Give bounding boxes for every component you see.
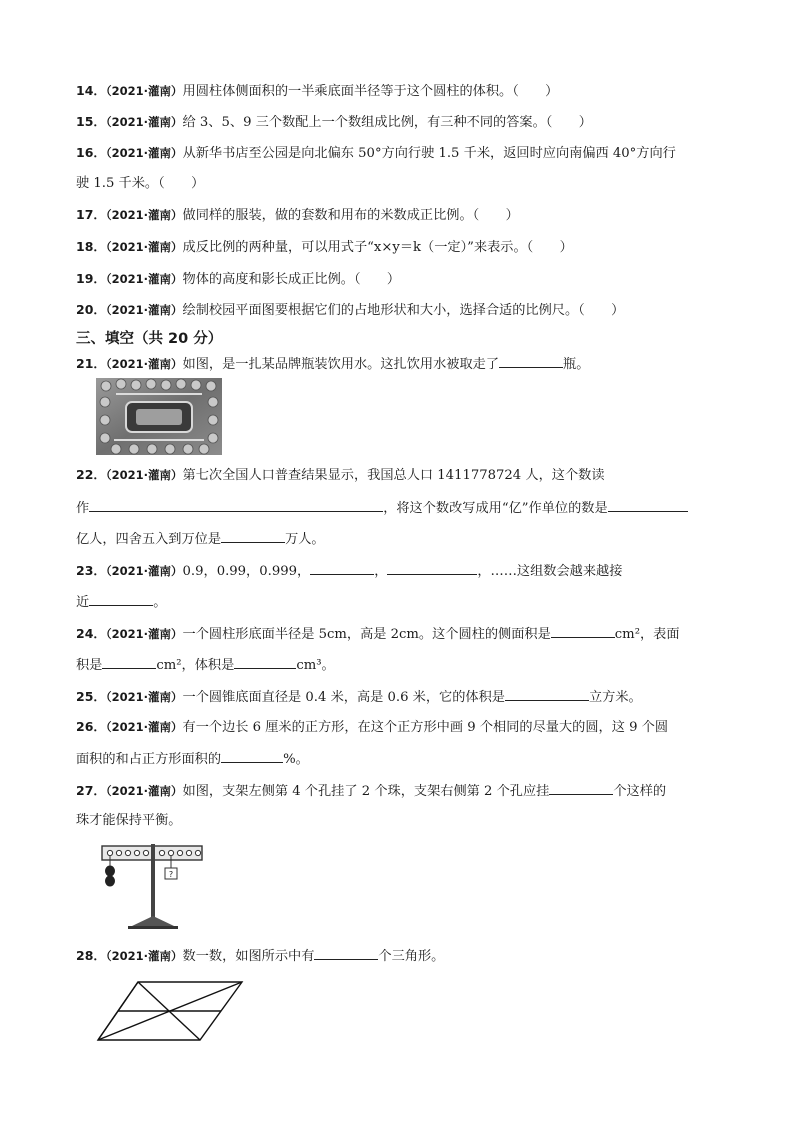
question-text: 有一个边长 6 厘米的正方形，在这个正方形中画 9 个相同的尽量大的圆，这 9 个圆 [182, 720, 669, 735]
balance-stand-figure [96, 842, 208, 932]
question-27-line2 [76, 813, 182, 829]
question-number: 28． [76, 948, 106, 963]
question-text: %。 [283, 752, 309, 767]
question-23 [76, 562, 622, 580]
question-26 [76, 719, 668, 736]
question-text: 个三角形。 [378, 949, 445, 964]
question-text: 从新华书店至公园是向北偏东 50°方向行驶 1.5 千米，返回时应向南偏西 40°方向行 [182, 146, 676, 161]
question-text: 个这样的 [613, 784, 667, 799]
question-text: 用圆柱体侧面积的一半乘底面半径等于这个圆柱的体积。（ ） [182, 84, 559, 99]
question-number: 15． [76, 114, 106, 129]
question-text: 。 [153, 595, 167, 610]
question-28 [76, 947, 444, 965]
question-number: 19． [76, 271, 106, 286]
question-22-line3 [76, 530, 325, 548]
question-source: （2021·灌南） [105, 240, 183, 254]
question-source: （2021·灌南） [105, 84, 183, 98]
triangles-figure [96, 978, 246, 1044]
answer-blank[interactable] [387, 562, 477, 575]
question-text: 绘制校园平面图要根据它们的占地形状和大小，选择合适的比例尺。（ ） [182, 303, 625, 318]
question-number: 16． [76, 145, 106, 160]
question-22 [76, 467, 605, 484]
answer-blank[interactable] [89, 499, 383, 512]
question-text: cm²，体积是 [156, 658, 235, 673]
question-22-line2 [76, 499, 688, 517]
answer-blank[interactable] [221, 530, 285, 543]
question-27 [76, 782, 666, 800]
question-number: 18． [76, 239, 106, 254]
question-16-continued [76, 176, 204, 192]
answer-blank[interactable] [314, 947, 378, 960]
question-source: （2021·灌南） [105, 690, 183, 704]
question-23-line2 [76, 593, 166, 611]
question-number: 25． [76, 689, 106, 704]
question-25 [76, 688, 642, 706]
question-source: （2021·灌南） [105, 720, 183, 734]
question-text: 面积的和占正方形面积的 [76, 752, 222, 767]
question-number: 14． [76, 83, 106, 98]
answer-blank[interactable] [310, 562, 374, 575]
question-text: 积是 [76, 658, 103, 673]
question-text: 成反比例的两种量，可以用式子“x×y＝k（一定）”来表示。（ ） [182, 240, 573, 255]
question-text: 近 [76, 595, 90, 610]
question-16 [76, 145, 676, 162]
question-number: 17． [76, 207, 106, 222]
question-text: 第七次全国人口普查结果显示，我国总人口 1411778724 人，这个数读 [182, 468, 605, 483]
question-source: （2021·灌南） [105, 949, 183, 963]
water-bottles-photo [96, 378, 222, 455]
question-text: ， [374, 564, 388, 579]
answer-blank[interactable] [221, 750, 283, 763]
question-number: 23． [76, 563, 106, 578]
answer-blank[interactable] [608, 499, 688, 512]
question-21 [76, 355, 589, 373]
question-19 [76, 271, 400, 288]
question-24 [76, 625, 680, 643]
question-text: 物体的高度和影长成正比例。（ ） [182, 272, 401, 287]
answer-blank[interactable] [551, 625, 615, 638]
answer-blank[interactable] [234, 656, 296, 669]
question-source: （2021·灌南） [105, 208, 183, 222]
question-number: 27． [76, 783, 106, 798]
question-number: 22． [76, 467, 106, 482]
question-text: 驶 1.5 千米。（ ） [76, 176, 205, 191]
question-source: （2021·灌南） [105, 146, 183, 160]
question-text: 如图，是一扎某品牌瓶装饮用水。这扎饮用水被取走了 [182, 357, 500, 372]
question-15 [76, 114, 592, 131]
unknown-weight-label: ? [168, 870, 174, 879]
question-text: 一个圆柱形底面半径是 5cm，高是 2cm。这个圆柱的侧面积是 [182, 627, 551, 642]
question-text: 亿人，四舍五入到万位是 [76, 532, 222, 547]
answer-blank[interactable] [505, 688, 589, 701]
question-text: ，……这组数会越来越接 [477, 564, 623, 579]
question-20 [76, 302, 624, 319]
question-text: 瓶。 [563, 357, 590, 372]
question-number: 21． [76, 356, 106, 371]
question-text: 立方米。 [589, 690, 642, 705]
question-text: 做同样的服装，做的套数和用布的米数成正比例。（ ） [182, 208, 519, 223]
question-source: （2021·灌南） [105, 627, 183, 641]
question-source: （2021·灌南） [105, 564, 183, 578]
question-source: （2021·灌南） [105, 272, 183, 286]
section-heading: 三、填空（共 20 分） [76, 331, 223, 347]
question-17 [76, 207, 519, 224]
question-text: ，将这个数改写成用“亿”作单位的数是 [383, 501, 608, 516]
question-source: （2021·灌南） [105, 115, 183, 129]
question-source: （2021·灌南） [105, 357, 183, 371]
question-text: 万人。 [285, 532, 325, 547]
question-text: 作 [76, 501, 90, 516]
question-text: cm²，表面 [614, 627, 680, 642]
question-source: （2021·灌南） [105, 468, 183, 482]
question-26-line2 [76, 750, 309, 768]
answer-blank[interactable] [549, 782, 613, 795]
answer-blank[interactable] [102, 656, 156, 669]
question-source: （2021·灌南） [105, 303, 183, 317]
question-source: （2021·灌南） [105, 784, 183, 798]
question-number: 26． [76, 719, 106, 734]
question-number: 20． [76, 302, 106, 317]
question-text: 数一数，如图所示中有 [182, 949, 315, 964]
question-24-line2 [76, 656, 335, 674]
question-14 [76, 83, 558, 100]
question-text: 0.9，0.99，0.999， [182, 564, 311, 579]
question-text: cm³。 [296, 658, 335, 673]
question-number: 24． [76, 626, 106, 641]
question-text: 如图，支架左侧第 4 个孔挂了 2 个珠，支架右侧第 2 个孔应挂 [182, 784, 550, 799]
answer-blank[interactable] [89, 593, 153, 606]
question-text: 给 3、5、9 三个数配上一个数组成比例，有三种不同的答案。（ ） [182, 115, 592, 130]
question-18 [76, 239, 573, 256]
answer-blank[interactable] [499, 355, 563, 368]
question-text: 珠才能保持平衡。 [76, 813, 182, 828]
question-text: 一个圆锥底面直径是 0.4 米，高是 0.6 米，它的体积是 [182, 690, 505, 705]
